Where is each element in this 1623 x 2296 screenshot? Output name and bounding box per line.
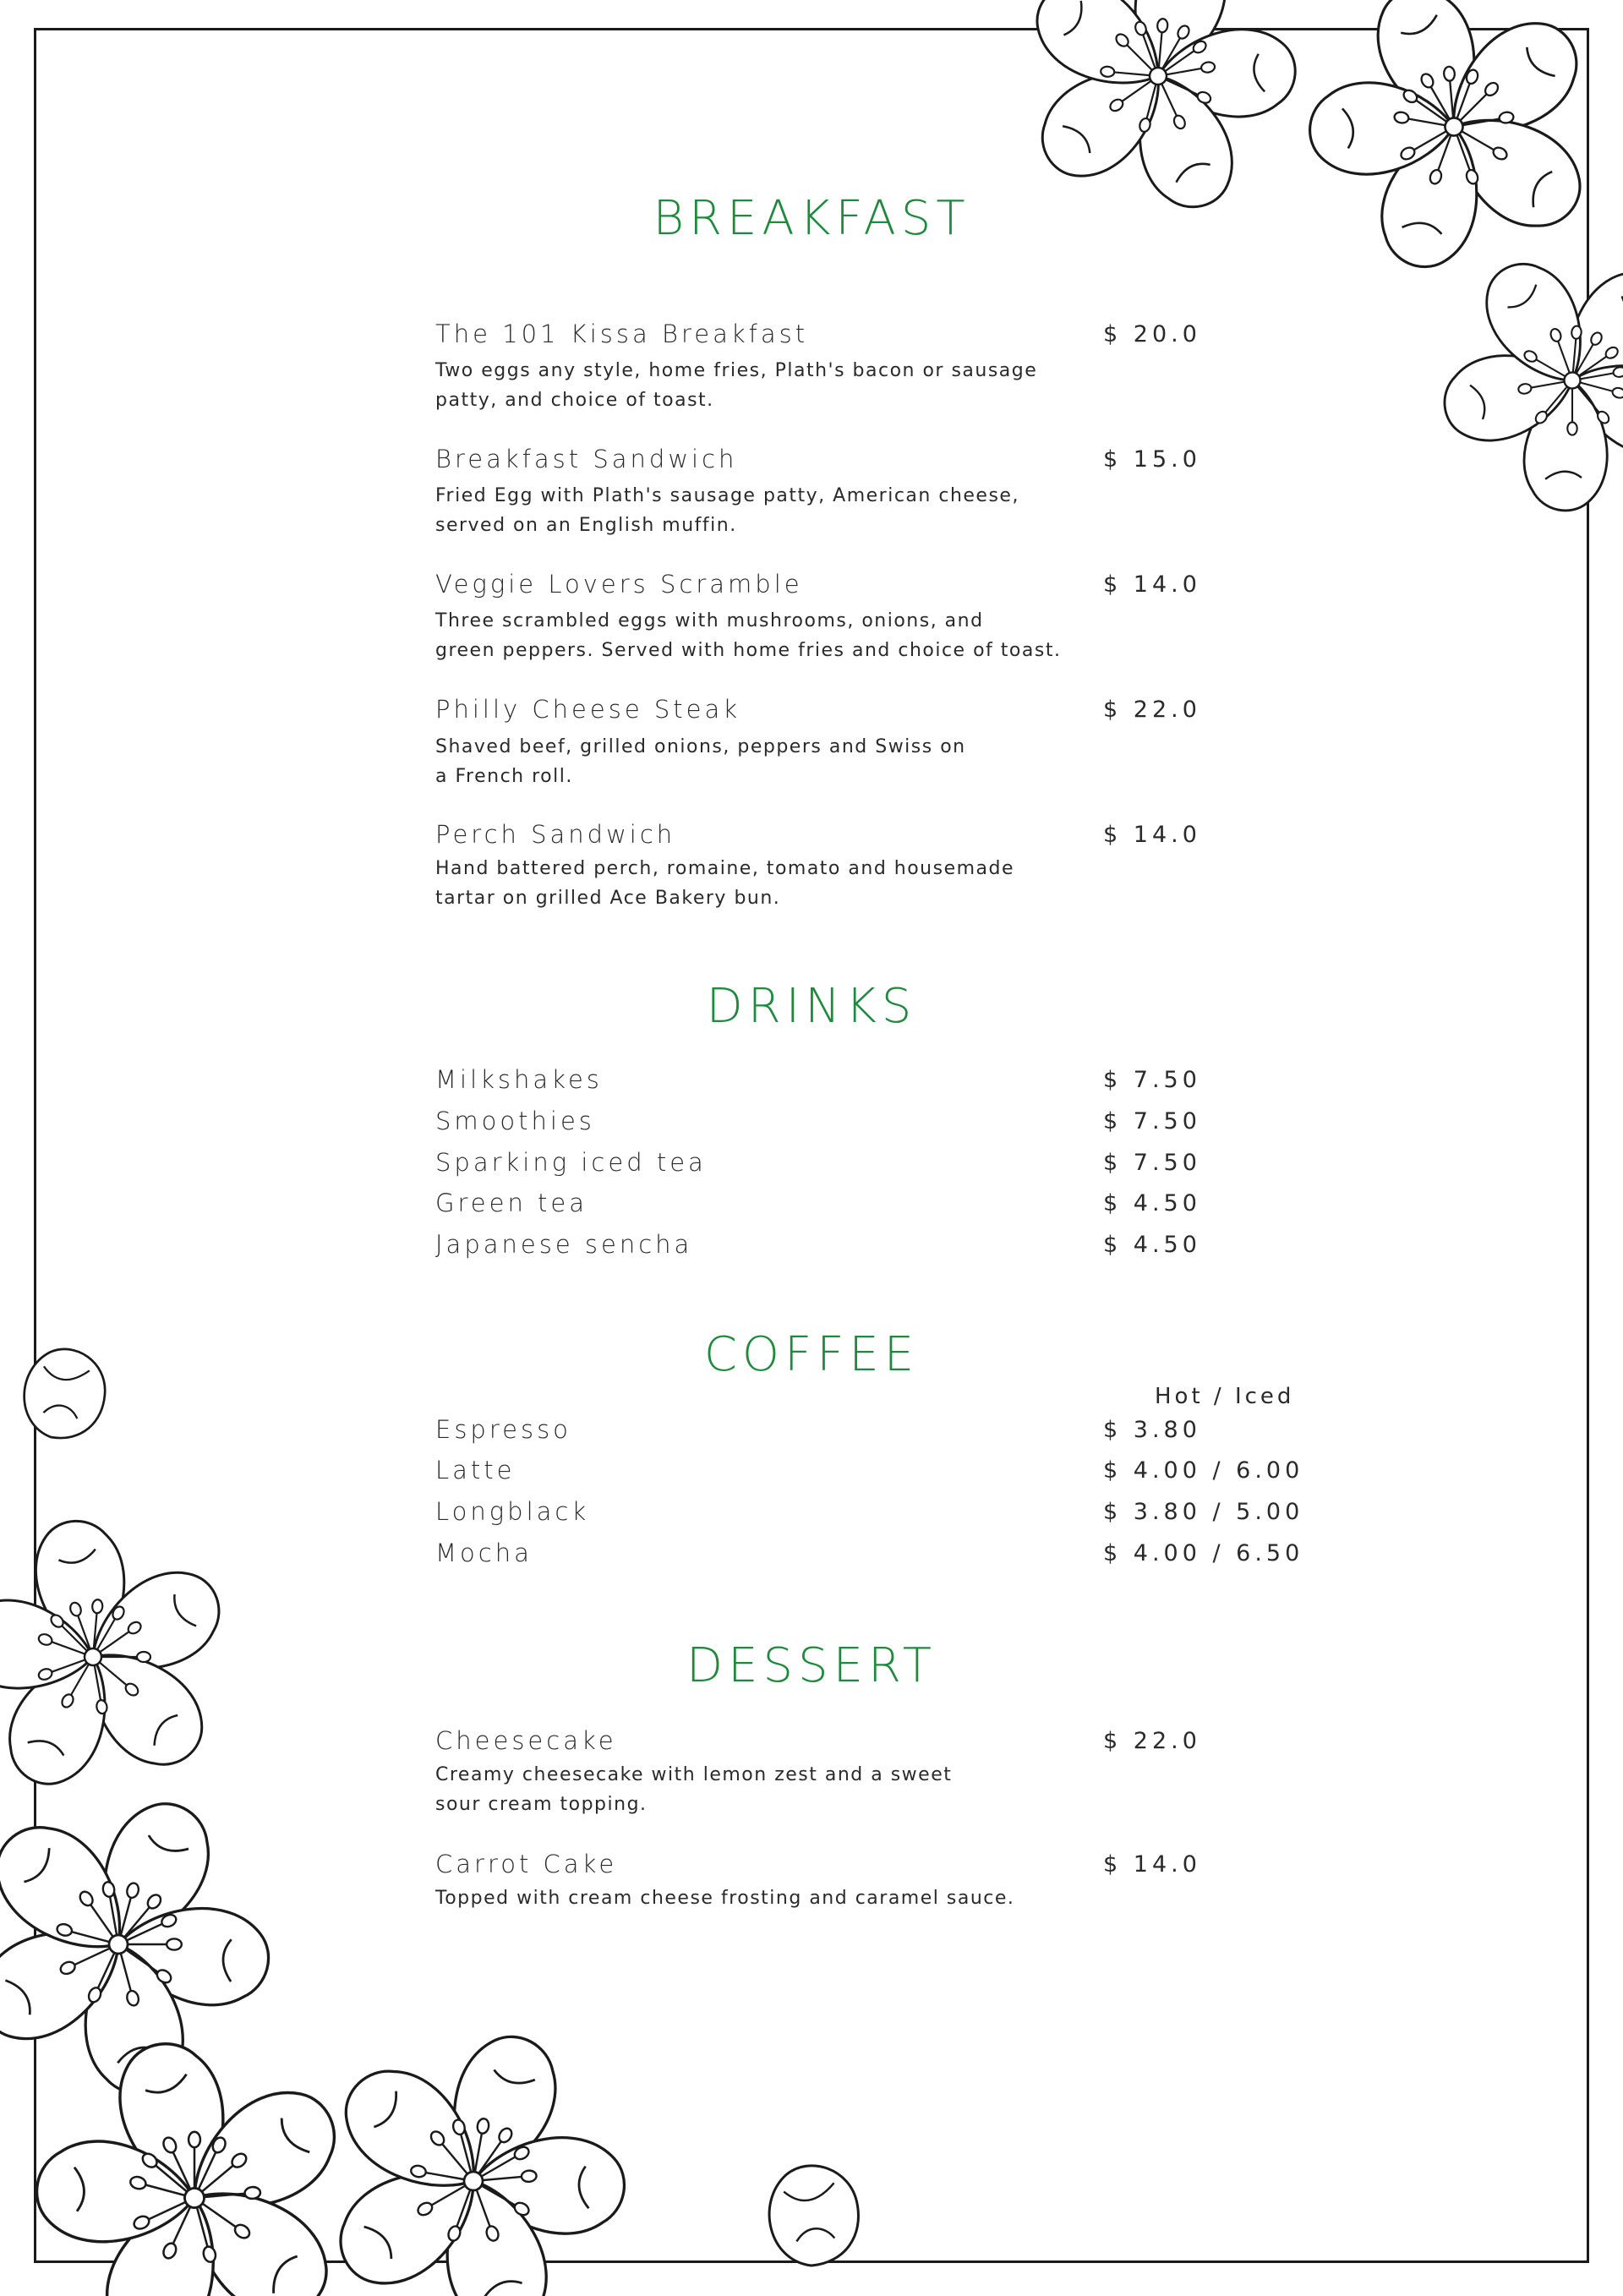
menu-item-description: Topped with cream cheese frosting and caramel sauce. bbox=[435, 1888, 1015, 1909]
section-title-drinks: DRINKS bbox=[706, 979, 917, 1034]
menu-item-description: Creamy cheesecake with lemon zest and a sweet bbox=[435, 1764, 953, 1785]
menu-item-description: sour cream topping. bbox=[435, 1794, 648, 1815]
menu-item-description: Shaved beef, grilled onions, peppers and Swiss on bbox=[435, 736, 966, 757]
menu-item-name: Milkshakes bbox=[435, 1065, 603, 1094]
menu-item-name: Cheesecake bbox=[435, 1726, 617, 1755]
menu-item-description: tartar on grilled Ace Bakery bun. bbox=[435, 888, 781, 909]
menu-item-price: $ 14.0 bbox=[1103, 1851, 1201, 1878]
menu-item-price: $ 3.80 bbox=[1103, 1417, 1201, 1443]
menu-item-name: Espresso bbox=[435, 1415, 571, 1444]
menu-item-name: Sparking iced tea bbox=[435, 1148, 707, 1177]
menu-item-name: The 101 Kissa Breakfast bbox=[435, 320, 809, 348]
menu-item-description: served on an English muffin. bbox=[435, 515, 737, 536]
section-title-dessert: DESSERT bbox=[686, 1638, 937, 1693]
menu-item-name: Breakfast Sandwich bbox=[435, 445, 738, 473]
menu-item-price: $ 7.50 bbox=[1103, 1067, 1201, 1093]
menu-item-name: Philly Cheese Steak bbox=[435, 695, 741, 724]
menu-item-price: $ 22.0 bbox=[1103, 1728, 1201, 1754]
menu-item-description: Hand battered perch, romaine, tomato and housemade bbox=[435, 858, 1015, 879]
menu-item-price: $ 4.50 bbox=[1103, 1190, 1201, 1216]
menu-item-price: $ 14.0 bbox=[1103, 822, 1201, 848]
menu-item-price: $ 15.0 bbox=[1103, 446, 1201, 473]
menu-item-name: Perch Sandwich bbox=[435, 820, 676, 849]
menu-item-price: $ 3.80 / 5.00 bbox=[1103, 1499, 1304, 1525]
menu-item-description: green peppers. Served with home fries and choice of toast. bbox=[435, 640, 1062, 661]
menu-item-description: a French roll. bbox=[435, 766, 573, 787]
menu-item-price: $ 4.50 bbox=[1103, 1232, 1201, 1258]
menu-item-name: Longblack bbox=[435, 1497, 590, 1526]
menu-item-name: Green tea bbox=[435, 1189, 588, 1217]
coffee-hot-iced-header: Hot / Iced bbox=[1155, 1384, 1295, 1409]
menu-item-description: Three scrambled eggs with mushrooms, onions, and bbox=[435, 610, 984, 631]
menu-item-price: $ 4.00 / 6.50 bbox=[1103, 1540, 1304, 1566]
menu-item-description: Fried Egg with Plath's sausage patty, American cheese, bbox=[435, 485, 1019, 506]
menu-item-price: $ 7.50 bbox=[1103, 1108, 1201, 1134]
menu-item-name: Smoothies bbox=[435, 1107, 595, 1135]
menu-item-description: patty, and choice of toast. bbox=[435, 390, 714, 411]
menu-item-price: $ 4.00 / 6.00 bbox=[1103, 1457, 1304, 1484]
menu-item-price: $ 20.0 bbox=[1103, 321, 1201, 347]
menu-item-name: Veggie Lovers Scramble bbox=[435, 570, 803, 599]
menu-item-description: Two eggs any style, home fries, Plath's bacon or sausage bbox=[435, 360, 1038, 381]
section-title-breakfast: BREAKFAST bbox=[653, 191, 970, 246]
menu-item-name: Latte bbox=[435, 1456, 516, 1484]
menu-item-price: $ 14.0 bbox=[1103, 571, 1201, 598]
section-title-coffee: COFFEE bbox=[703, 1327, 920, 1382]
menu-item-price: $ 7.50 bbox=[1103, 1150, 1201, 1176]
menu-item-price: $ 22.0 bbox=[1103, 697, 1201, 723]
menu-item-name: Japanese sencha bbox=[435, 1230, 693, 1259]
menu-item-name: Mocha bbox=[435, 1539, 533, 1567]
menu-item-name: Carrot Cake bbox=[435, 1850, 618, 1878]
